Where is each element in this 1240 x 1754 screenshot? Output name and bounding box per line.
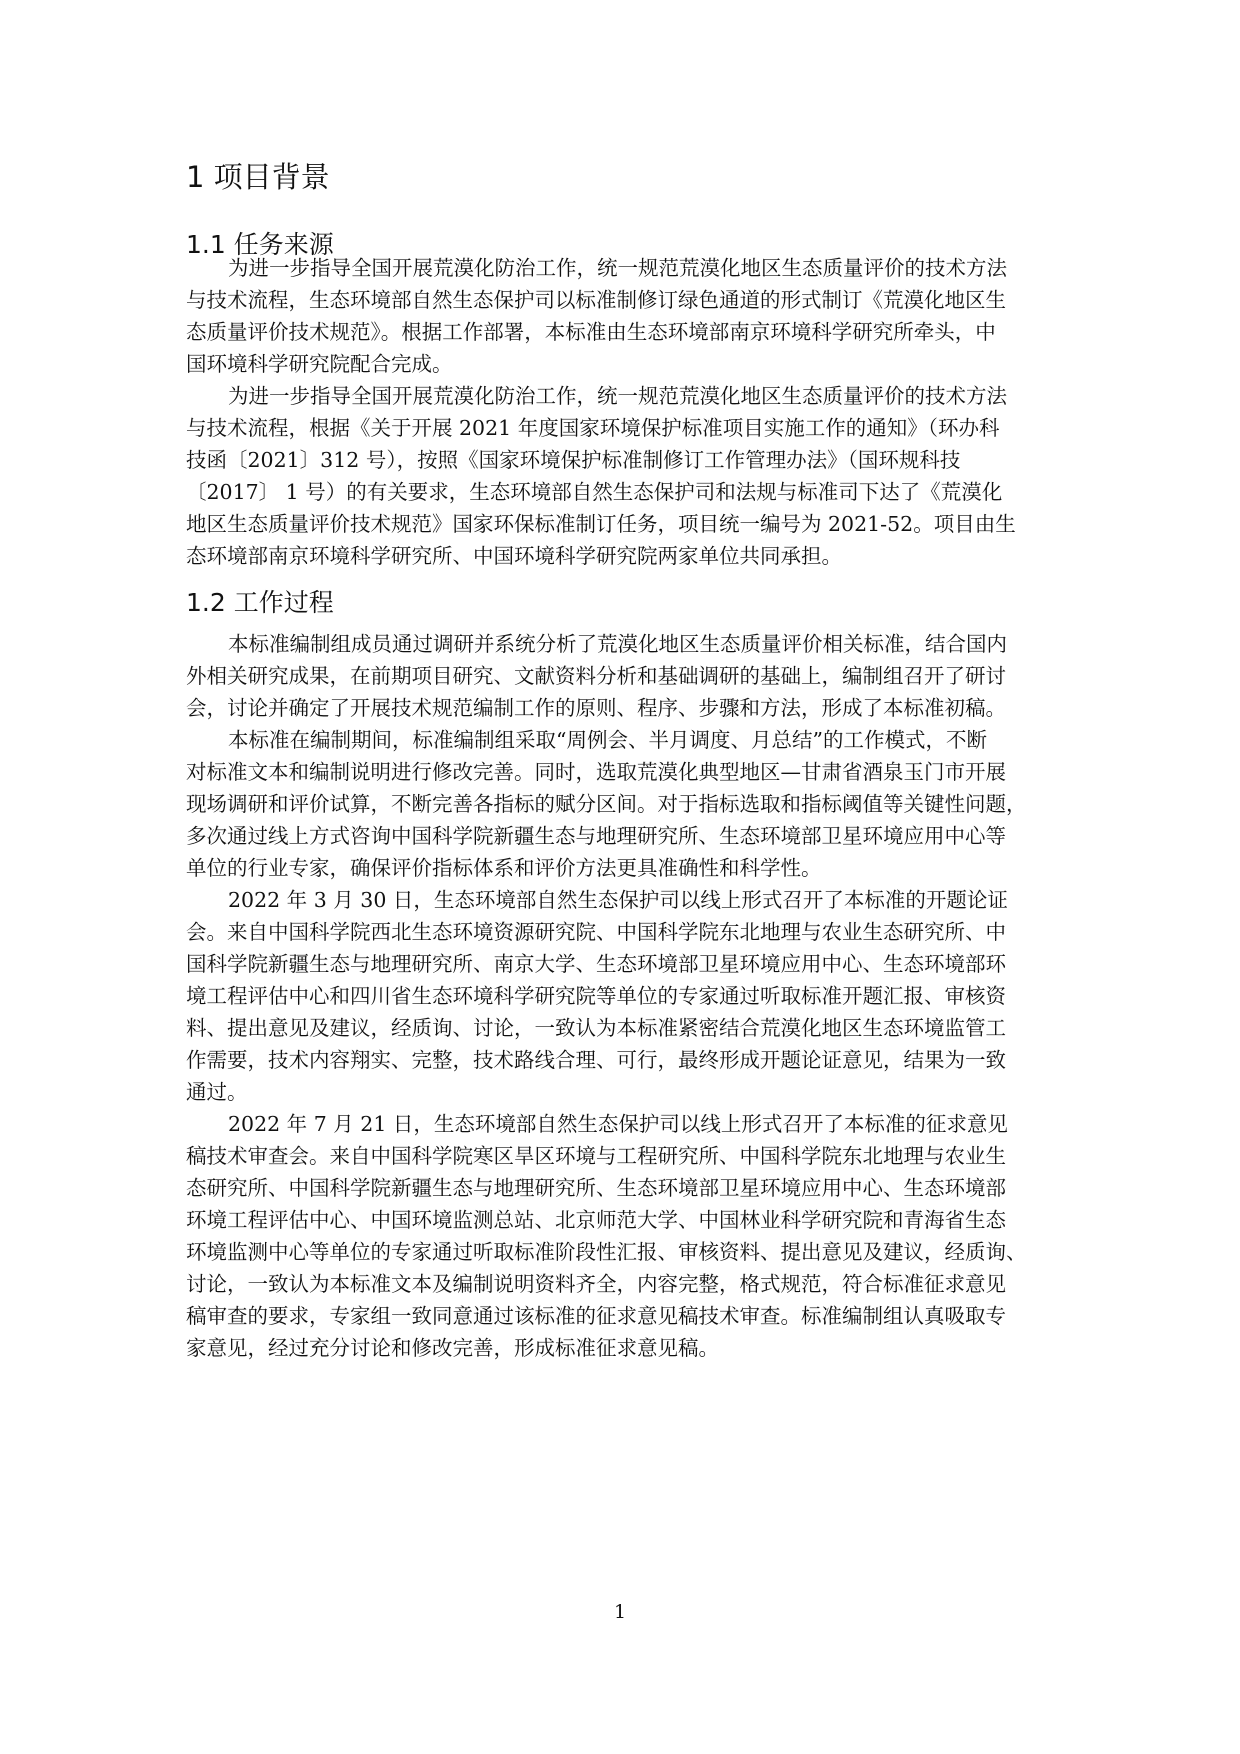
paragraph-line: 2022 年 3 月 30 日，生态环境部自然生态保护司以线上形式召开了本标准的开题论证 — [228, 888, 1008, 912]
paragraph-line: 会，讨论并确定了开展技术规范编制工作的原则、程序、步骤和方法，形成了本标准初稿。 — [186, 696, 1006, 720]
paragraph-line: 多次通过线上方式咨询中国科学院新疆生态与地理研究所、生态环境部卫星环境应用中心等 — [186, 824, 1006, 848]
paragraph-line: 2022 年 7 月 21 日，生态环境部自然生态保护司以线上形式召开了本标准的征求意见 — [228, 1112, 1008, 1136]
paragraph-line: 单位的行业专家，确保评价指标体系和评价方法更具准确性和科学性。 — [186, 856, 822, 880]
paragraph-line: 稿技术审查会。来自中国科学院寒区旱区环境与工程研究所、中国科学院东北地理与农业生 — [186, 1144, 1006, 1168]
paragraph-line: 为进一步指导全国开展荒漠化防治工作，统一规范荒漠化地区生态质量评价的技术方法 — [228, 256, 1007, 280]
paragraph-line: 讨论，一致认为本标准文本及编制说明资料齐全，内容完整，格式规范，符合标准征求意见 — [186, 1272, 1006, 1296]
paragraph-line: 态环境部南京环境科学研究所、中国环境科学研究院两家单位共同承担。 — [186, 544, 842, 568]
paragraph-line: 本标准编制组成员通过调研并系统分析了荒漠化地区生态质量评价相关标准，结合国内 — [228, 632, 1007, 656]
paragraph-line: 与技术流程，生态环境部自然生态保护司以标准制修订绿色通道的形式制订《荒漠化地区生 — [186, 288, 1006, 312]
paragraph-line: 技函〔2021〕312 号），按照《国家环境保护标准制修订工作管理办法》（国环规科技 — [186, 448, 961, 472]
paragraph-line: 对标准文本和编制说明进行修改完善。同时，选取荒漠化典型地区—甘肃省酒泉玉门市开展 — [186, 760, 1006, 784]
paragraph-line: 国科学院新疆生态与地理研究所、南京大学、生态环境部卫星环境应用中心、生态环境部环 — [186, 952, 1006, 976]
paragraph-line: 料、提出意见及建议，经质询、讨论，一致认为本标准紧密结合荒漠化地区生态环境监管工 — [186, 1016, 1006, 1040]
paragraph-line: 作需要，技术内容翔实、完整，技术路线合理、可行，最终形成开题论证意见，结果为一致 — [186, 1048, 1006, 1072]
section-heading-work-process: 1.2 工作过程 — [186, 588, 334, 617]
chapter-heading: 1 项目背景 — [186, 160, 330, 194]
page-number: 1 — [613, 1601, 627, 1623]
paragraph-line: 外相关研究成果，在前期项目研究、文献资料分析和基础调研的基础上，编制组召开了研讨 — [186, 664, 1006, 688]
paragraph-line: 家意见，经过充分讨论和修改完善，形成标准征求意见稿。 — [186, 1336, 719, 1360]
paragraph-line: 地区生态质量评价技术规范》国家环保标准制订任务，项目统一编号为 2021-52。项目由生 — [186, 512, 1016, 536]
paragraph-line: 境工程评估中心和四川省生态环境科学研究院等单位的专家通过听取标准开题汇报、审核资 — [186, 984, 1006, 1008]
paragraph-line: 〔2017〕 1 号）的有关要求，生态环境部自然生态保护司和法规与标准司下达了《荒漠化 — [186, 480, 1003, 504]
paragraph-line: 与技术流程，根据《关于开展 2021 年度国家环境保护标准项目实施工作的通知》（环办科 — [186, 416, 1000, 440]
paragraph-line: 现场调研和评价试算，不断完善各指标的赋分区间。对于指标选取和指标阈值等关键性问题， — [186, 792, 1027, 816]
paragraph-line: 为进一步指导全国开展荒漠化防治工作，统一规范荒漠化地区生态质量评价的技术方法 — [228, 384, 1007, 408]
paragraph-line: 通过。 — [186, 1080, 248, 1104]
section-heading-task-source: 1.1 任务来源 — [186, 230, 334, 259]
paragraph-line: 会。来自中国科学院西北生态环境资源研究院、中国科学院东北地理与农业生态研究所、中 — [186, 920, 1006, 944]
paragraph-line: 稿审查的要求，专家组一致同意通过该标准的征求意见稿技术审查。标准编制组认真吸取专 — [186, 1304, 1006, 1328]
paragraph-line: 环境监测中心等单位的专家通过听取标准阶段性汇报、审核资料、提出意见及建议，经质询、 — [186, 1240, 1027, 1264]
paragraph-line: 本标准在编制期间，标准编制组采取“周例会、半月调度、月总结”的工作模式，不断 — [228, 728, 987, 752]
paragraph-line: 态研究所、中国科学院新疆生态与地理研究所、生态环境部卫星环境应用中心、生态环境部 — [186, 1176, 1006, 1200]
paragraph-line: 态质量评价技术规范》。根据工作部署，本标准由生态环境部南京环境科学研究所牵头，中 — [186, 320, 996, 344]
paragraph-line: 环境工程评估中心、中国环境监测总站、北京师范大学、中国林业科学研究院和青海省生态 — [186, 1208, 1006, 1232]
paragraph-line: 国环境科学研究院配合完成。 — [186, 352, 453, 376]
